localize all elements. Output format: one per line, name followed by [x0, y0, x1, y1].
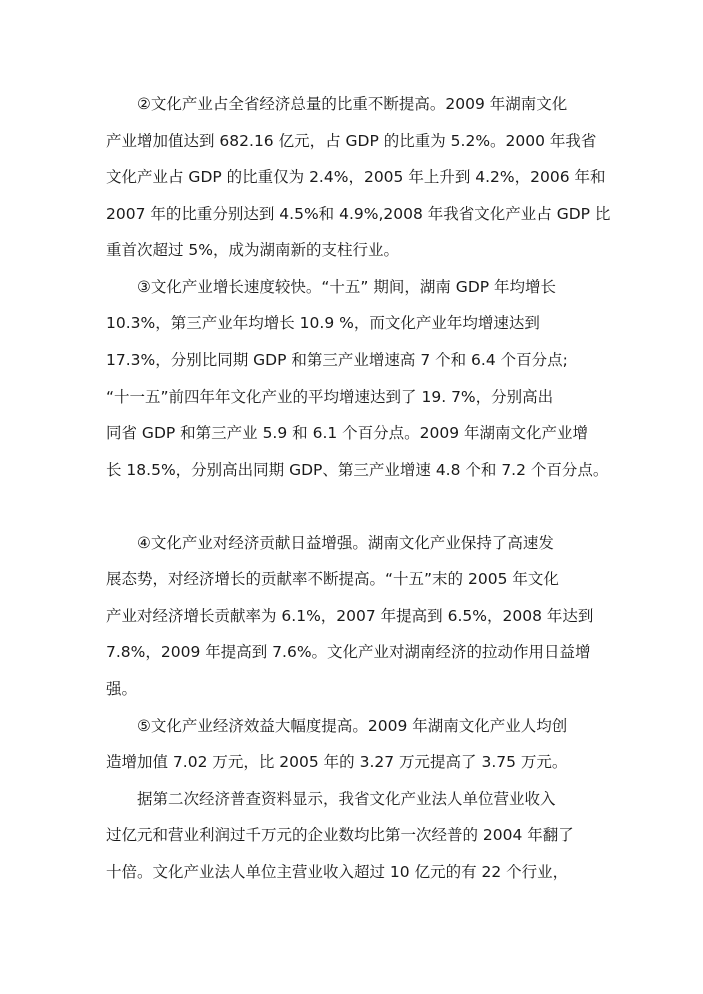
paragraph-2-line-1: ②文化产业占全省经济总量的比重不断提高。2009 年湖南文化 — [137, 95, 568, 113]
paragraph-2-line-4: 2007 年的比重分别达到 4.5%和 4.9%,2008 年我省文化产业占 GDP 比 — [106, 205, 611, 223]
paragraph-4-line-5: 强。 — [106, 680, 138, 698]
paragraph-4-line-2: 展态势，对经济增长的贡献率不断提高。“十五”末的 2005 年文化 — [106, 570, 559, 588]
paragraph-6-line-2: 过亿元和营业利润过千万元的企业数均比第一次经普的 2004 年翻了 — [106, 826, 574, 844]
paragraph-2-line-3: 文化产业占 GDP 的比重仅为 2.4%，2005 年上升到 4.2%，2006 年和 — [106, 168, 606, 186]
paragraph-4-line-3: 产业对经济增长贡献率为 6.1%，2007 年提高到 6.5%，2008 年达到 — [106, 607, 594, 625]
paragraph-6-line-3: 十倍。文化产业法人单位主营业收入超过 10 亿元的有 22 个行业， — [106, 863, 569, 881]
paragraph-2-line-2: 产业增加值达到 682.16 亿元，占 GDP 的比重为 5.2%。2000 年我省 — [106, 132, 597, 150]
paragraph-3-line-1: ③文化产业增长速度较快。“十五” 期间，湖南 GDP 年均增长 — [137, 278, 557, 296]
paragraph-5-line-1: ⑤文化产业经济效益大幅度提高。2009 年湖南文化产业人均创 — [137, 717, 568, 735]
paragraph-6-line-1: 据第二次经济普查资料显示，我省文化产业法人单位营业收入 — [137, 790, 556, 808]
paragraph-4-line-1: ④文化产业对经济贡献日益增强。湖南文化产业保持了高速发 — [137, 534, 554, 552]
paragraph-5-line-2: 造增加值 7.02 万元，比 2005 年的 3.27 万元提高了 3.75 万元。 — [106, 753, 568, 771]
paragraph-3-line-3: 17.3%，分别比同期 GDP 和第三产业增速高 7 个和 6.4 个百分点; — [106, 351, 568, 369]
paragraph-3-line-5: 同省 GDP 和第三产业 5.9 和 6.1 个百分点。2009 年湖南文化产业增 — [106, 424, 589, 442]
paragraph-3-line-6: 长 18.5%，分别高出同期 GDP、第三产业增速 4.8 个和 7.2 个百分点。 — [106, 461, 609, 479]
paragraph-3-line-2: 10.3%，第三产业年均增长 10.9 %，而文化产业年均增速达到 — [106, 314, 540, 332]
paragraph-3-line-4: “十一五”前四年年文化产业的平均增速达到了 19. 7%，分别高出 — [106, 388, 554, 406]
paragraph-4-line-4: 7.8%，2009 年提高到 7.6%。文化产业对湖南经济的拉动作用日益增 — [106, 643, 591, 661]
paragraph-2-line-5: 重首次超过 5%，成为湖南新的支柱行业。 — [106, 241, 400, 259]
